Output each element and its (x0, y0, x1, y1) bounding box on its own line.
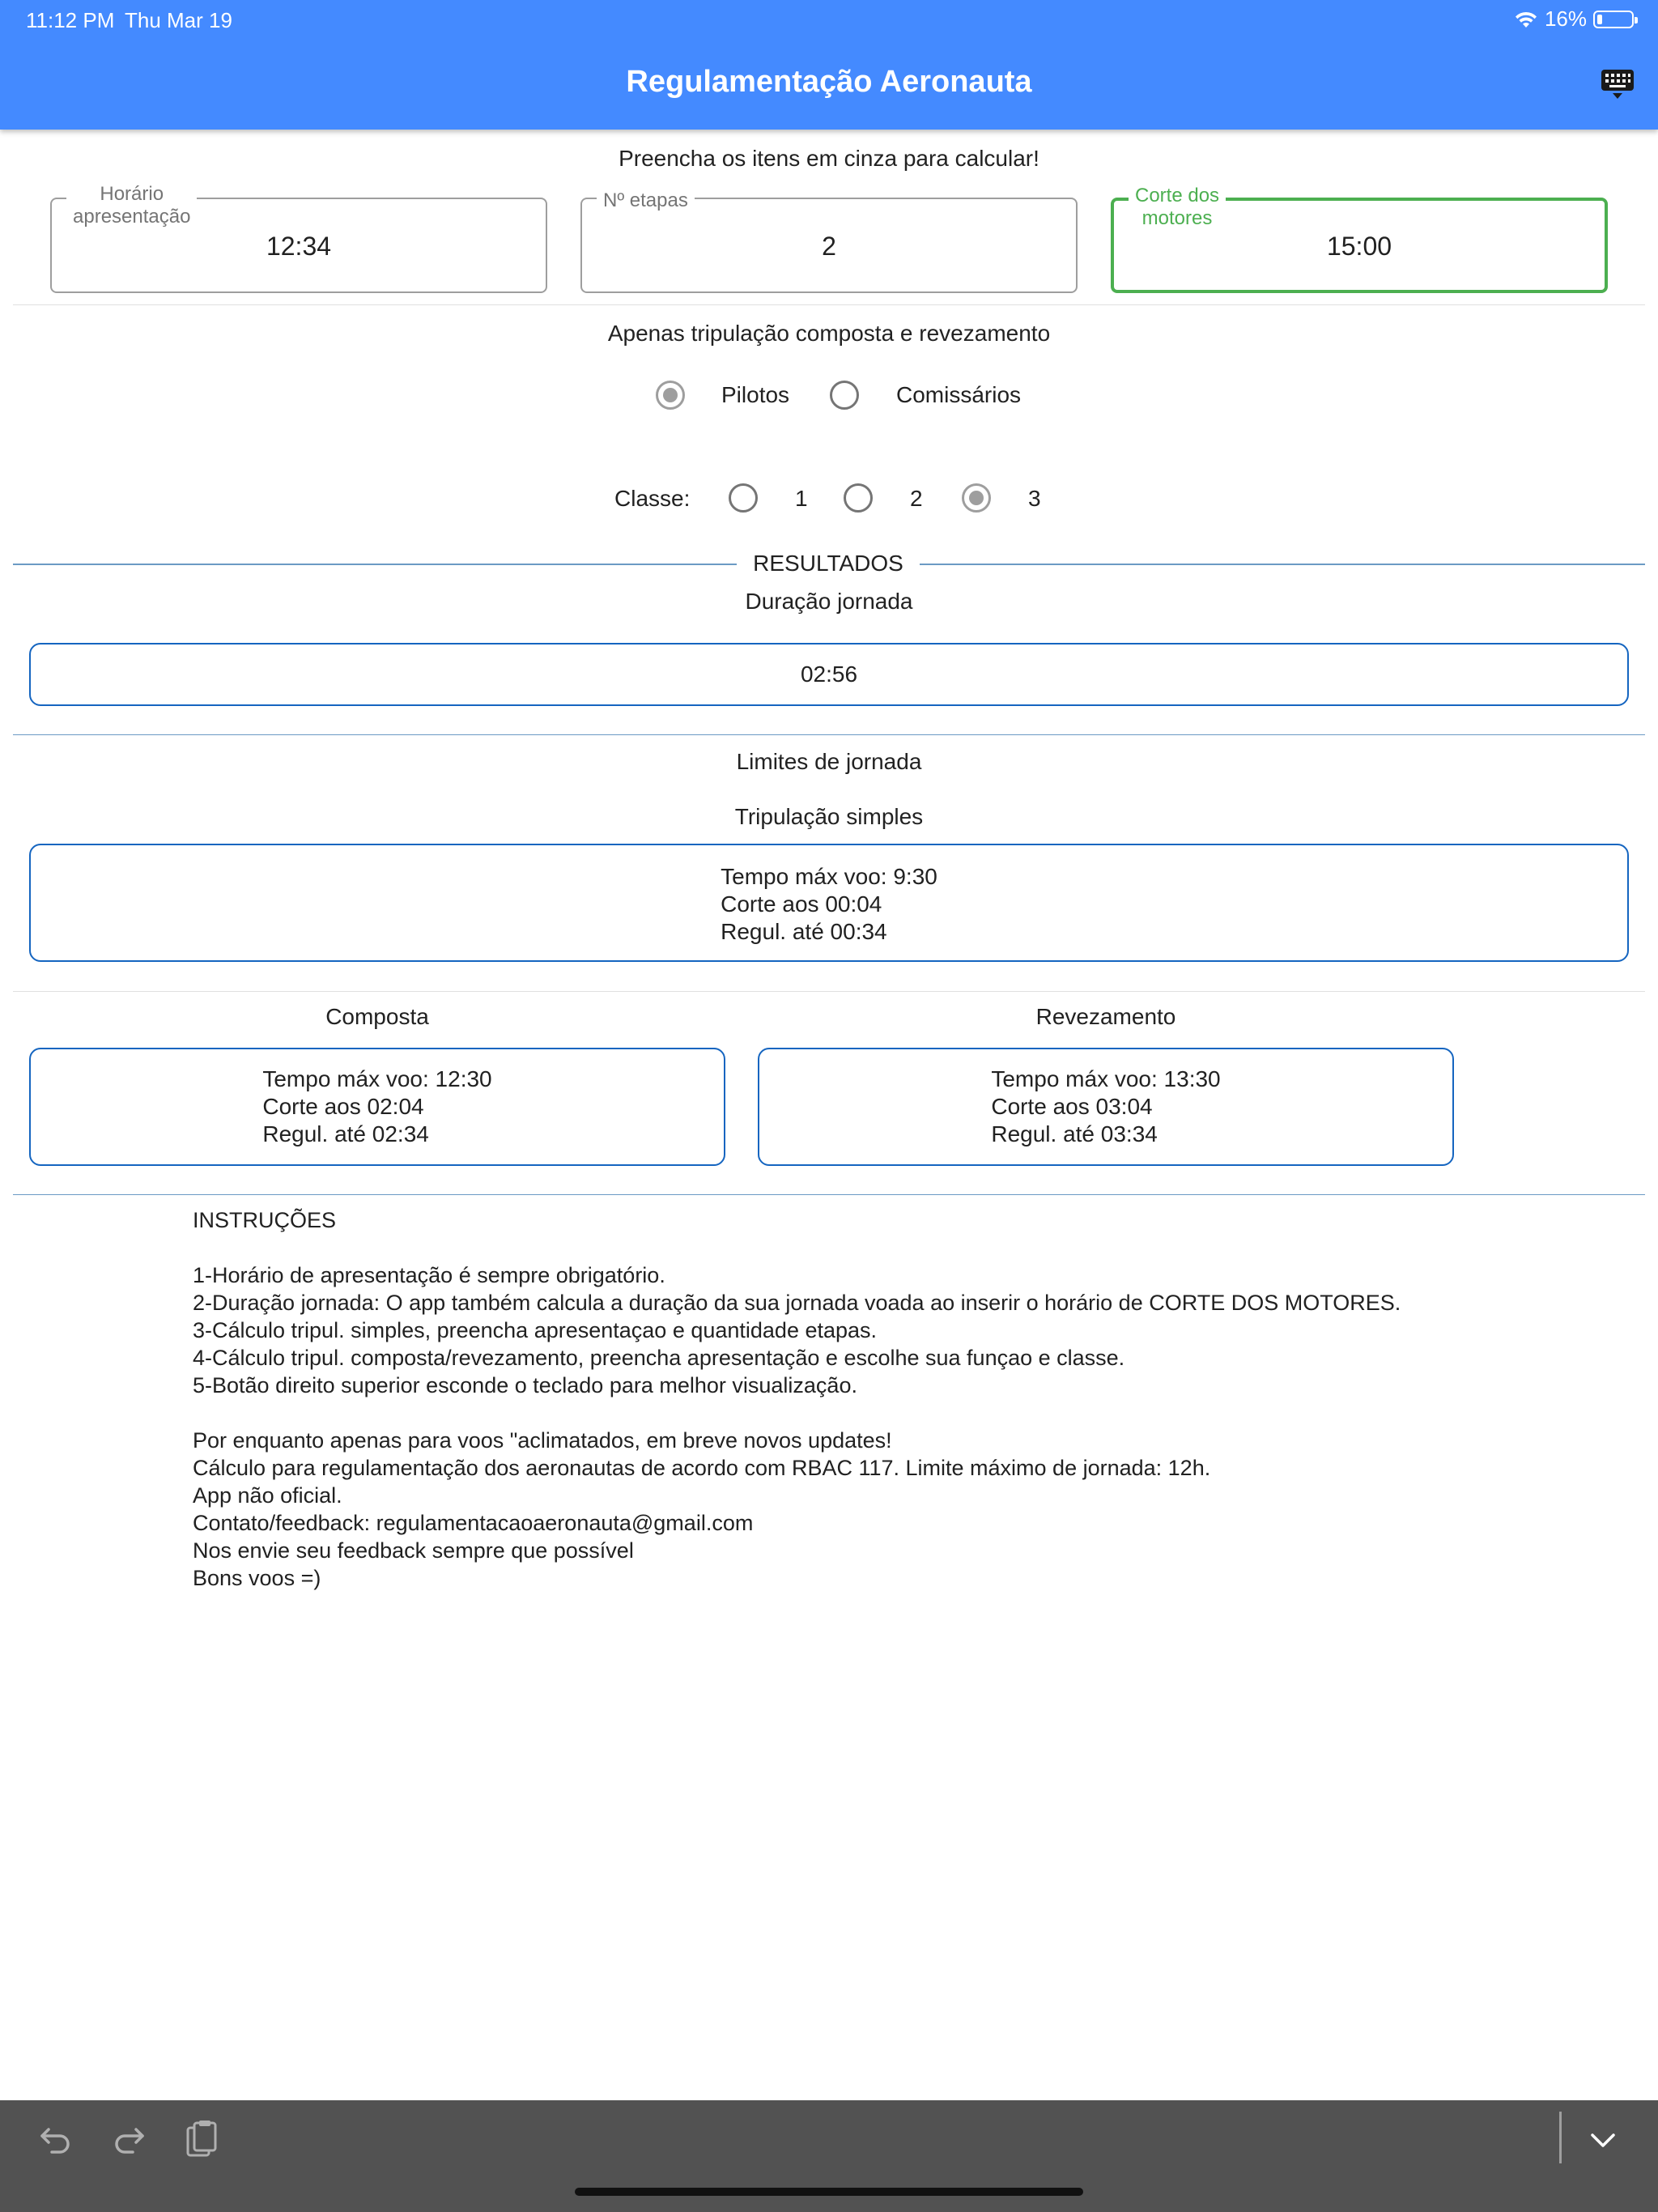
note-item: Bons voos =) (193, 1566, 321, 1590)
radio-classe-2[interactable] (844, 483, 873, 513)
composta-regul: Regul. até 02:34 (262, 1121, 429, 1146)
status-date: Thu Mar 19 (125, 8, 232, 32)
instruction-item: 3-Cálculo tripul. simples, preencha apresentaçao e quantidade etapas. (193, 1318, 878, 1342)
simples-corte: Corte aos 00:04 (721, 891, 882, 917)
revezamento-tempo-max: Tempo máx voo: 13:30 (991, 1066, 1221, 1091)
divider (13, 304, 1645, 305)
paste-icon (183, 2120, 220, 2160)
revezamento-regul: Regul. até 03:34 (991, 1121, 1158, 1146)
paste-button[interactable] (181, 2120, 222, 2160)
radio-comissarios[interactable] (830, 381, 859, 410)
note-item: Cálculo para regulamentação dos aeronautas de acordo com RBAC 117. Limite máximo de jornada: 12h. (193, 1456, 1211, 1480)
field-value: 2 (822, 232, 836, 261)
divider (13, 734, 1645, 735)
redo-button[interactable] (108, 2120, 149, 2160)
instruction-item: 4-Cálculo tripul. composta/revezamento, preencha apresentação e escolhe sua funçao e classe. (193, 1346, 1125, 1370)
chevron-down-icon (1586, 2123, 1620, 2157)
field-label: Horário apresentação (66, 183, 197, 228)
duracao-jornada-label: Duração jornada (745, 589, 913, 614)
composta-tempo-max: Tempo máx voo: 12:30 (262, 1066, 492, 1091)
composta-box (29, 1048, 725, 1166)
app-bar (0, 0, 1658, 130)
limites-jornada-label: Limites de jornada (736, 749, 922, 774)
field-label: Nº etapas (597, 189, 695, 212)
radio-label-comissarios: Comissários (896, 382, 1022, 407)
field-value: 12:34 (266, 232, 332, 261)
wifi-icon (1514, 10, 1538, 29)
tripulacao-simples-label: Tripulação simples (734, 804, 924, 829)
crew-heading: Apenas tripulação composta e revezamento (607, 321, 1051, 346)
revezamento-corte: Corte aos 03:04 (991, 1094, 1153, 1119)
instruction-item: 1-Horário de apresentação é sempre obrigatório. (193, 1263, 665, 1287)
status-time: 11:12 PM (26, 8, 115, 32)
radio-label-classe-1: 1 (795, 486, 808, 511)
duracao-jornada-value: 02:56 (800, 661, 858, 687)
revezamento-box (758, 1048, 1454, 1166)
battery-percent: 16% (1544, 6, 1587, 31)
radio-pilotos[interactable] (656, 381, 685, 410)
radio-classe-3[interactable] (962, 483, 991, 513)
results-heading: RESULTADOS (737, 551, 920, 576)
radio-classe-1[interactable] (729, 483, 758, 513)
duracao-jornada-box (29, 643, 1629, 706)
instructions-section (193, 1206, 1504, 1592)
instruction-item: 2-Duração jornada: O app também calcula a duração da sua jornada voada ao inserir o horário de CORTE DOS MOTORES. (193, 1291, 1401, 1315)
status-indicators (1514, 6, 1634, 32)
undo-icon (37, 2121, 74, 2159)
tripulacao-simples-box (29, 844, 1629, 962)
radio-label-pilotos: Pilotos (721, 382, 790, 407)
simples-regul: Regul. até 00:34 (721, 919, 887, 944)
revezamento-label: Revezamento (1035, 1004, 1176, 1029)
classe-label: Classe: (614, 486, 691, 511)
field-value: 15:00 (1326, 232, 1392, 261)
page-title: Regulamentação Aeronauta (626, 65, 1032, 99)
composta-corte: Corte aos 02:04 (262, 1094, 424, 1119)
note-item: Nos envie seu feedback sempre que possível (193, 1538, 634, 1563)
note-item: Por enquanto apenas para voos "aclimatados, em breve novos updates! (193, 1428, 892, 1453)
battery-icon (1593, 11, 1634, 28)
divider (13, 1194, 1645, 1195)
simples-tempo-max: Tempo máx voo: 9:30 (721, 864, 937, 889)
n-etapas-field[interactable] (580, 189, 1078, 293)
corte-motores-field[interactable] (1111, 185, 1608, 293)
radio-label-classe-2: 2 (910, 486, 923, 511)
divider (13, 991, 1645, 992)
toolbar-separator (1559, 2112, 1562, 2163)
instruction-item: 5-Botão direito superior esconde o teclado para melhor visualização. (193, 1373, 857, 1397)
field-label: Corte dos motores (1129, 185, 1226, 230)
horario-apresentacao-field[interactable] (50, 183, 547, 293)
dismiss-keyboard-button[interactable] (1583, 2120, 1623, 2160)
composta-label: Composta (325, 1004, 429, 1029)
hide-keyboard-button[interactable] (1598, 66, 1637, 102)
instructions-title: INSTRUÇÕES (193, 1208, 337, 1232)
home-indicator (575, 2188, 1083, 2196)
redo-icon (110, 2121, 147, 2159)
undo-button[interactable] (36, 2120, 76, 2160)
keyboard-hide-icon (1600, 66, 1635, 102)
contact-email: Contato/feedback: regulamentacaoaeronauta@gmail.com (193, 1511, 754, 1535)
radio-label-classe-3: 3 (1028, 486, 1041, 511)
instruction-prompt: Preencha os itens em cinza para calcular! (619, 146, 1039, 171)
note-item: App não oficial. (193, 1483, 342, 1508)
